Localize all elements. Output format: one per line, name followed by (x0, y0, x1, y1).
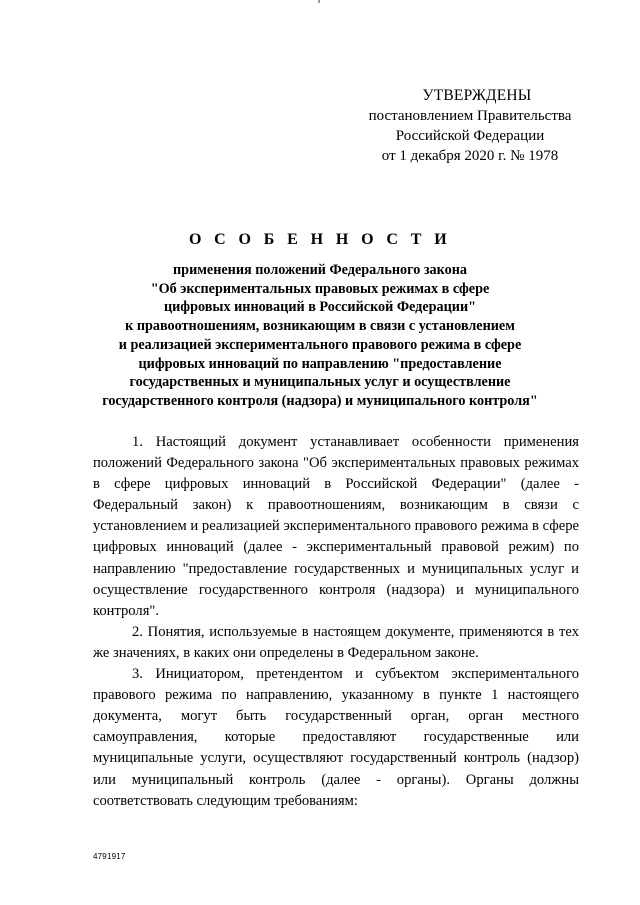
approval-line-1: постановлением Правительства (368, 108, 572, 124)
subtitle-line: цифровых инноваций по направлению "предоставление (138, 355, 502, 372)
subtitle-line: государственного контроля (надзора) и муниципального контроля" (102, 392, 538, 409)
document-title: О С О Б Е Н Н О С Т И (188, 231, 452, 248)
page-edge-mark (318, 0, 320, 3)
subtitle-line: к правоотношениям, возникающим в связи с установлением (125, 318, 515, 335)
paragraph-2: 2. Понятия, используемые в настоящем документе, применяются в тех же значениях, в каких они определены в Федеральном законе. (93, 623, 579, 661)
paragraph-1: 1. Настоящий документ устанавливает особенности применения положений Федерального закона "Об экспериментальных правовых режимах в сфере цифровых инноваций в Российской Федерации" (далее - Федеральный закон) к правоотношениям, возникающим в связи с установлением и реализацией экспериментального правового режима в сфере цифровых инноваций (далее - экспериментальный правовой режим) по направлению "предоставление государственных и муниципальных услуг и осуществление государственного контроля (надзора) и муниципального контроля". (93, 434, 579, 619)
document-subtitle (60, 261, 580, 411)
approval-line-2: Российской Федерации (395, 128, 545, 144)
document-body (93, 432, 579, 812)
subtitle-line: "Об экспериментальных правовых режимах в сфере (150, 280, 490, 297)
approval-block (360, 86, 580, 166)
approval-line-3: от 1 декабря 2020 г. № 1978 (381, 148, 559, 164)
subtitle-line: применения положений Федерального закона (173, 262, 467, 278)
paragraph-3: 3. Инициатором, претендентом и субъектом экспериментального правового режима по направлению, указанному в пункте 1 настоящего документа, могут быть государственный орган, орган местного самоуправления, которые предоставляют государственные или муниципальные услуги, осуществляют государственный контроль (надзор) или муниципальный контроль (далее - органы). Органы должны соответствовать следующим требованиям: (93, 666, 579, 809)
subtitle-line: государственных и муниципальных услуг и осуществление (129, 374, 511, 391)
approval-title: УТВЕРЖДЕНЫ (422, 87, 532, 104)
document-number: 4791917 (93, 852, 126, 861)
subtitle-line: цифровых инноваций в Российской Федерации" (163, 299, 477, 316)
subtitle-line: и реализацией экспериментального правового режима в сфере (118, 336, 522, 353)
